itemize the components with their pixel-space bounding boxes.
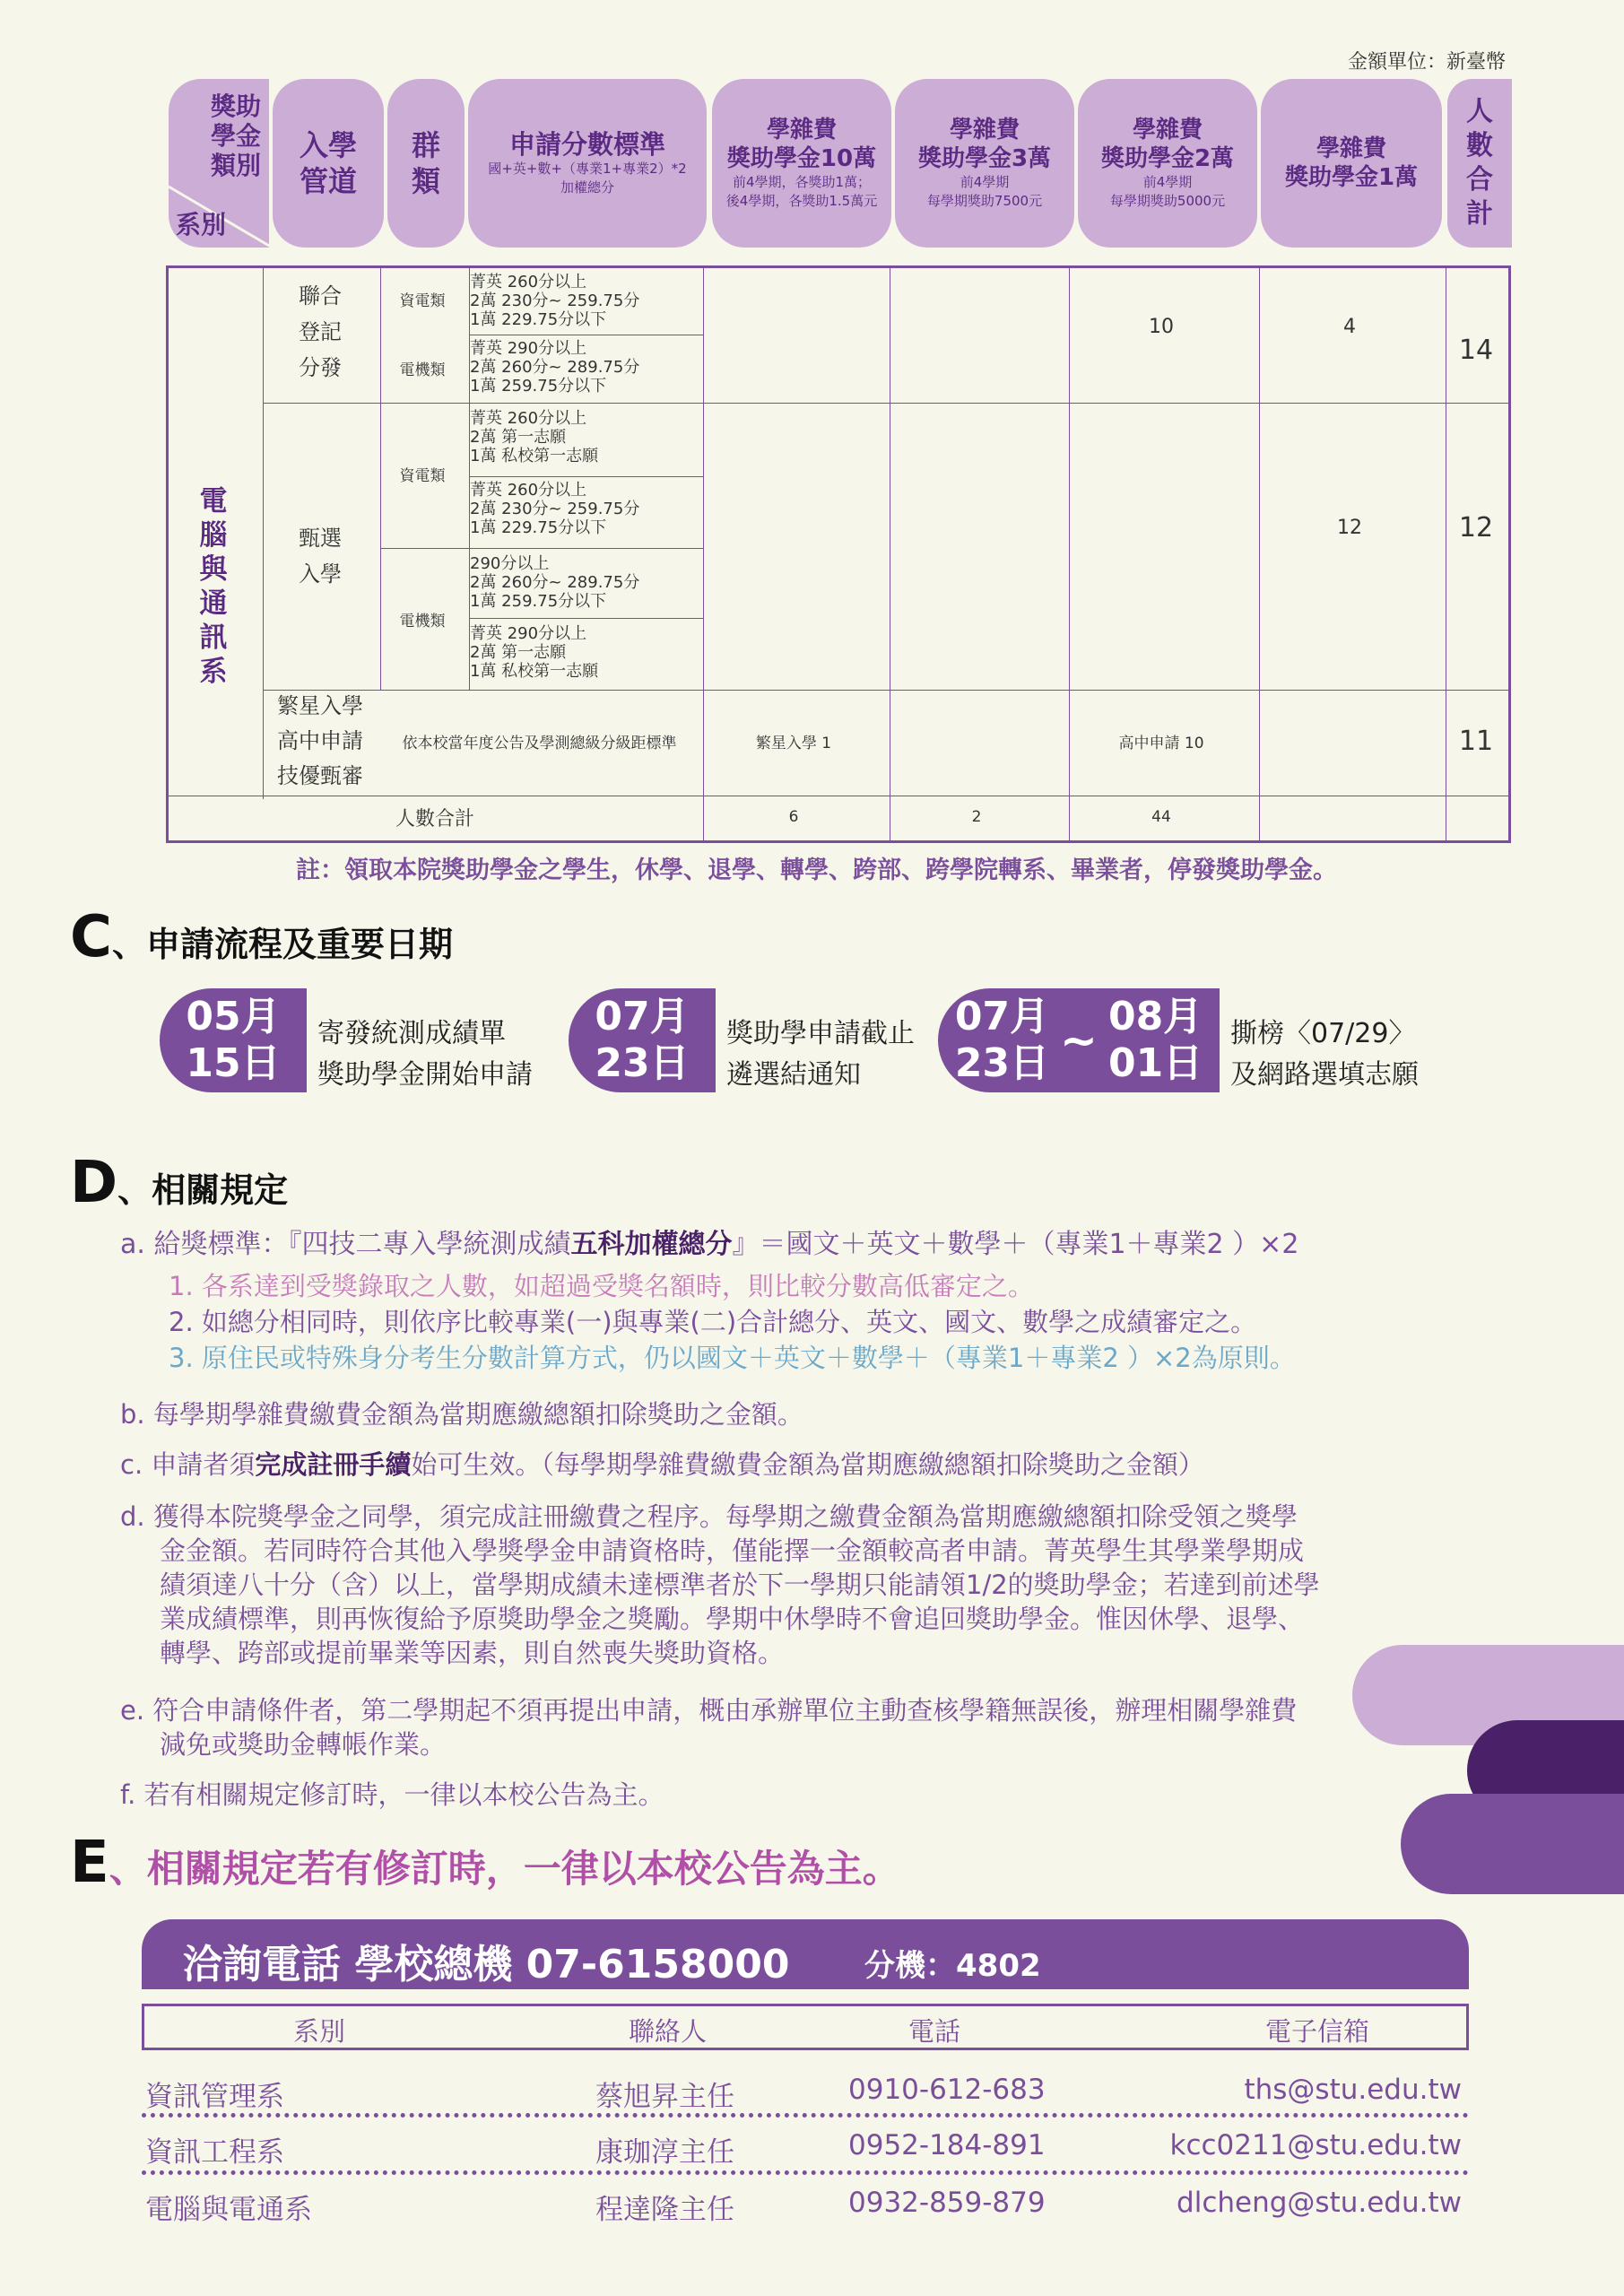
criteria-select-mech-b: 菁英 290分以上 2萬 第一志願 1萬 私校第一志願	[470, 624, 599, 681]
rule-a3: 3. 原住民或特殊身分考生分數計算方式，仍以國文＋英文＋數學＋（專業1＋專業2 ）×2為原則。	[169, 1343, 1296, 1373]
criteria-joint-mech: 菁英 290分以上 2萬 260分~ 289.75分 1萬 259.75分以下	[470, 339, 640, 396]
date-desc-0515: 寄發統測成績單 獎助學金開始申請	[317, 1018, 533, 1091]
rule-a1: 1. 各系達到受獎錄取之人數，如超過受獎名額時，則比較分數高低審定之。	[169, 1271, 1034, 1301]
group-elec-mech-select: 電機類	[399, 612, 446, 631]
header-scholarship-10w: 學雜費 獎助學金10萬 前4學期，各獎助1萬； 後4學期，各獎助1.5萬元	[712, 79, 891, 248]
rule-a2: 2. 如總分相同時，則依序比較專業(一)與專業(二)合計總分、英文、國文、數學之成績審定之。	[169, 1307, 1257, 1337]
header-scholarship-3w: 學雜費 獎助學金3萬 前4學期 每學期獎助7500元	[895, 79, 1074, 248]
header-group: 群 類	[387, 79, 465, 248]
contact-email[interactable]: kcc0211@stu.edu.tw	[1169, 2129, 1462, 2161]
group-elec-info: 資電類	[399, 291, 446, 310]
date-desc-range: 撕榜〈07/29〉 及網路選填志願	[1230, 1018, 1419, 1091]
date-desc-0723: 獎助學申請截止 遴選結通知	[726, 1018, 915, 1091]
decor-pill-mid	[1401, 1794, 1624, 1894]
joint-2w-count: 10	[1149, 315, 1174, 338]
group-elec-info-select: 資電類	[399, 466, 446, 485]
group-elec-mech: 電機類	[399, 361, 446, 379]
admission-joint: 聯合 登記 分發	[299, 283, 342, 380]
joint-1w-count: 4	[1343, 315, 1356, 338]
currency-unit-note: 金額單位：新臺幣	[1347, 51, 1506, 74]
section-d-heading: D 、相關規定	[70, 1150, 289, 1216]
date-badge-0515: 05月 15日	[160, 988, 307, 1092]
header-scholarship-2w: 學雜費 獎助學金2萬 前4學期 每學期獎助5000元	[1078, 79, 1257, 248]
contact-row: 資訊工程系 康珈淳主任 0952-184-891 kcc0211@stu.edu.tw	[145, 2129, 1462, 2169]
contact-table-header: 系別 聯絡人 電話 電子信箱	[142, 2004, 1469, 2050]
header-scholarship-type: 獎助 學金 類別 系別	[169, 79, 269, 248]
date-badge-0723: 07月 23日	[569, 988, 716, 1092]
header-scholarship-1w: 學雜費 獎助學金1萬	[1261, 79, 1442, 248]
header-total-count: 人 數 合 計	[1447, 79, 1512, 248]
contact-row: 電腦與電通系 程達隆主任 0932-859-879 dlcheng@stu.edu.tw	[145, 2187, 1462, 2226]
admission-select: 甄選 入學	[299, 526, 342, 587]
criteria-select-info-b: 菁英 260分以上 2萬 230分~ 259.75分 1萬 229.75分以下	[470, 481, 640, 537]
sum-label: 人數合計	[395, 807, 474, 831]
date-badge-range: 07月 23日 ~ 08月 01日	[938, 988, 1220, 1092]
section-e-heading: E 、相關規定若有修訂時，一律以本校公告為主。	[70, 1830, 900, 1896]
dotted-divider	[142, 2113, 1469, 2118]
sum-2w: 44	[1151, 808, 1171, 826]
table-note: 註：領取本院獎助學金之學生，休學、退學、轉學、跨部、跨學院轉系、畢業者，停發獎助學金。	[296, 857, 1337, 884]
other-2w: 高中申請 10	[1118, 734, 1204, 752]
criteria-select-mech-a: 290分以上 2萬 260分~ 289.75分 1萬 259.75分以下	[470, 554, 640, 611]
department-label: 電 腦 與 通 訊 系	[199, 485, 228, 688]
rule-d: d. 獲得本院獎學金之同學，須完成註冊繳費之程序。每學期之繳費金額為當期應繳總額扣除受領之獎學 金金額。若同時符合其他入學獎學金申請資格時，僅能擇一金額較高者申請。菁英學生其學業學期成 績須達八十分（含）以上，當學期成績未達標準者於下一學期只能請領1/2的獎助學金；若達到前述學 業成績標準，則再恢復給予原獎助學金之獎勵。學期中休學時不會追回獎助學金。惟因休學、退學、 轉學、跨部或提前畢業等因素，則自然喪失獎助資格。	[120, 1501, 1320, 1668]
contact-banner: 洽詢電話 學校總機 07-6158000 分機：4802	[142, 1919, 1469, 1989]
select-1w-count: 12	[1337, 516, 1362, 539]
admission-other: 繁星入學 高中申請 技優甄審	[277, 693, 363, 788]
sum-3w: 2	[971, 808, 982, 826]
other-10w: 繁星入學 1	[755, 734, 832, 752]
criteria-joint-info: 菁英 260分以上 2萬 230分~ 259.75分 1萬 229.75分以下	[470, 273, 640, 329]
dotted-divider	[142, 2170, 1469, 2175]
criteria-other: 依本校當年度公告及學測總級分級距標準	[402, 734, 677, 752]
contact-email[interactable]: ths@stu.edu.tw	[1244, 2074, 1462, 2106]
rule-e: e. 符合申請條件者，第二學期起不須再提出申請，概由承辦單位主動查核學籍無誤後，辦理相關學雜費 減免或獎助金轉帳作業。	[120, 1695, 1298, 1760]
other-total: 11	[1458, 725, 1494, 757]
rule-b: b. 每學期學雜費繳費金額為當期應繳總額扣除獎助之金額。	[120, 1399, 803, 1430]
select-total: 12	[1458, 511, 1494, 544]
header-admission: 入學 管道	[273, 79, 384, 248]
header-criteria: 申請分數標準 國+英+數+（專業1+專業2）*2 加權總分	[468, 79, 707, 248]
header-department: 系別	[176, 210, 227, 239]
rule-f: f. 若有相關規定修訂時，一律以本校公告為主。	[120, 1779, 664, 1810]
contact-email[interactable]: dlcheng@stu.edu.tw	[1177, 2187, 1462, 2219]
rule-a: a. 給獎標準：『四技二專入學統測成績五科加權總分』＝國文＋英文＋數學＋（專業1＋專業2 ）×2	[120, 1229, 1299, 1260]
joint-total: 14	[1458, 334, 1494, 366]
section-c-heading: C 、申請流程及重要日期	[70, 904, 453, 970]
contact-row: 資訊管理系 蔡旭昇主任 0910-612-683 ths@stu.edu.tw	[145, 2074, 1462, 2113]
criteria-select-info-a: 菁英 260分以上 2萬 第一志願 1萬 私校第一志願	[470, 409, 599, 465]
rule-c: c. 申請者須完成註冊手續始可生效。（每學期學雜費繳費金額為當期應繳總額扣除獎助之金額）	[120, 1449, 1204, 1480]
sum-10w: 6	[788, 808, 799, 826]
